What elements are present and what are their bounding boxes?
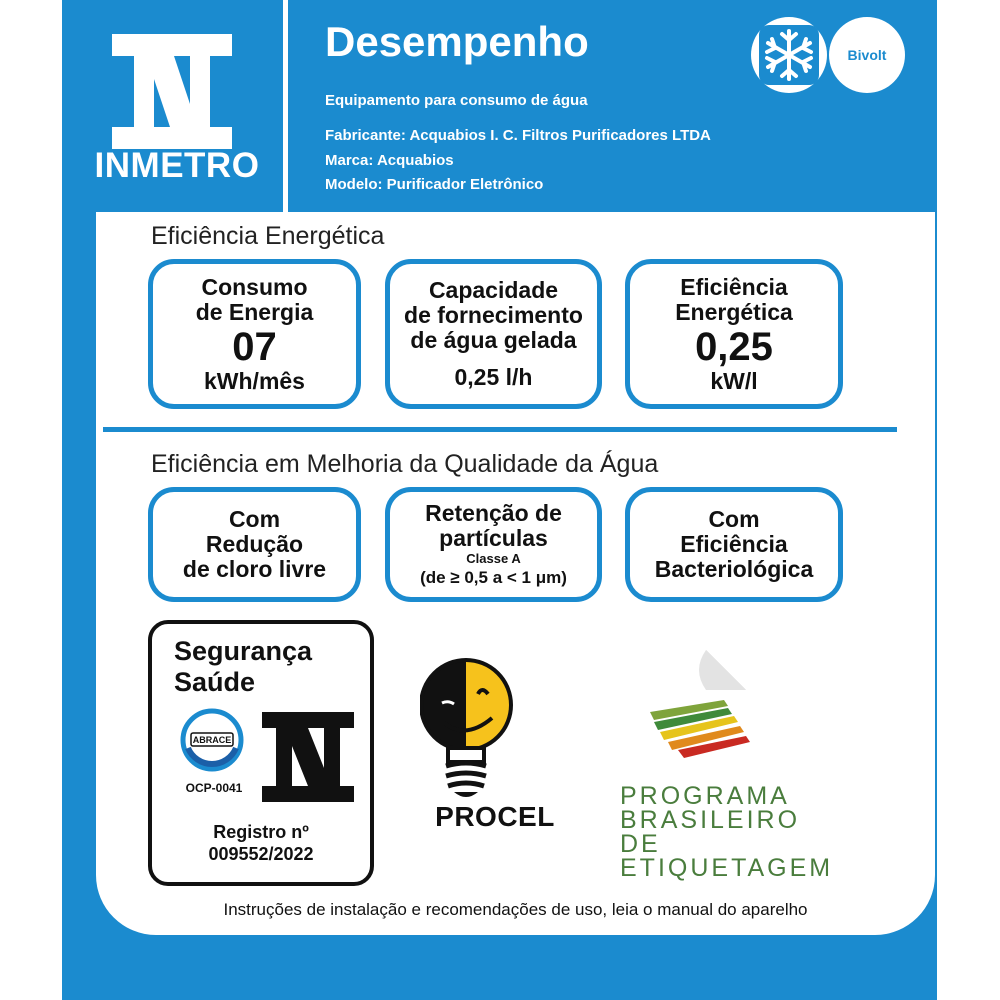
- abrace-logo-icon: [180, 708, 244, 772]
- particles-class: Classe A: [466, 550, 521, 566]
- bacterio-line2: Eficiência: [680, 531, 788, 557]
- particles-range: (de ≥ 0,5 a < 1 μm): [420, 567, 567, 587]
- safety-title-line2: Saúde: [174, 667, 256, 697]
- capacity-line1: Capacidade: [428, 277, 559, 303]
- footer-instructions: Instruções de instalação e recomendações de uso, leia o manual do aparelho: [223, 900, 808, 919]
- capacity-value: 0,25 l/h: [454, 364, 533, 390]
- bacterio-line3: Bacteriológica: [654, 556, 814, 582]
- section-divider: [103, 427, 897, 432]
- header-divider: [283, 0, 288, 212]
- chlorine-line3: de cloro livre: [182, 556, 327, 582]
- particle-retention-box: [385, 487, 602, 602]
- capacity-line3: de água gelada: [410, 327, 577, 353]
- capacity-line2: de fornecimento: [404, 302, 583, 328]
- efficiency-line2: Energética: [675, 298, 793, 325]
- chlorine-line1: Com: [228, 506, 281, 532]
- consumption-line2: de Energia: [195, 298, 314, 325]
- registro-label: Registro nº: [213, 822, 309, 842]
- equipment-type: Equipamento para consumo de água: [325, 92, 588, 109]
- inmetro-wordmark: INMETRO: [94, 146, 260, 185]
- consumption-value: 07: [232, 324, 277, 369]
- consumption-line1: Consumo: [201, 273, 308, 300]
- safety-title: [174, 636, 312, 698]
- registro-number: 009552/2022: [208, 844, 314, 864]
- manufacturer-text: Fabricante: Acquabios I. C. Filtros Purificadores LTDA: [325, 127, 711, 144]
- product-info: [325, 124, 711, 198]
- voltage-badge: Bivolt: [829, 17, 905, 93]
- brand-text: Marca: Acquabios: [325, 151, 454, 169]
- page-title: Desempenho: [325, 18, 589, 65]
- efficiency-line1: Eficiência: [680, 273, 788, 300]
- particles-line2: partículas: [439, 524, 548, 551]
- ocp-code: OCP-0041: [185, 781, 243, 795]
- snowflake-icon: [751, 17, 827, 93]
- pbe-logo-icon: [648, 650, 763, 760]
- registro: [152, 821, 370, 865]
- model-text: Modelo: Purificador Eletrônico: [325, 176, 544, 193]
- consumption-unit: kWh/mês: [204, 367, 305, 394]
- particles-line1: Retenção de: [425, 499, 562, 526]
- cold-water-badge: [751, 17, 827, 93]
- energy-section-title: Eficiência Energética: [151, 222, 385, 250]
- chlorine-line2: Redução: [205, 531, 304, 557]
- safety-title-line1: Segurança: [174, 636, 313, 666]
- inmetro-logo-icon: [112, 34, 232, 149]
- efficiency-unit: kW/l: [710, 367, 758, 394]
- water-capacity-box: [385, 259, 602, 409]
- water-section-title: Eficiência em Melhoria da Qualidade da Água: [151, 450, 659, 478]
- pbe-wordmark: [620, 784, 850, 880]
- bacteriological-box: [625, 487, 843, 602]
- bacterio-line1: Com: [708, 506, 760, 532]
- efficiency-value: 0,25: [695, 324, 773, 369]
- inmetro-seal-icon: [262, 712, 354, 802]
- pbe-line2: BRASILEIRO DE: [620, 806, 801, 858]
- svg-text:ABRACE: ABRACE: [192, 735, 232, 745]
- procel-wordmark: PROCEL: [435, 801, 555, 832]
- energy-efficiency-box: [625, 259, 843, 409]
- pbe-line3: ETIQUETAGEM: [620, 854, 834, 882]
- safety-seal: [148, 620, 374, 886]
- pbe-line1: PROGRAMA: [620, 782, 790, 810]
- energy-consumption-box: [148, 259, 361, 409]
- chlorine-reduction-box: [148, 487, 361, 602]
